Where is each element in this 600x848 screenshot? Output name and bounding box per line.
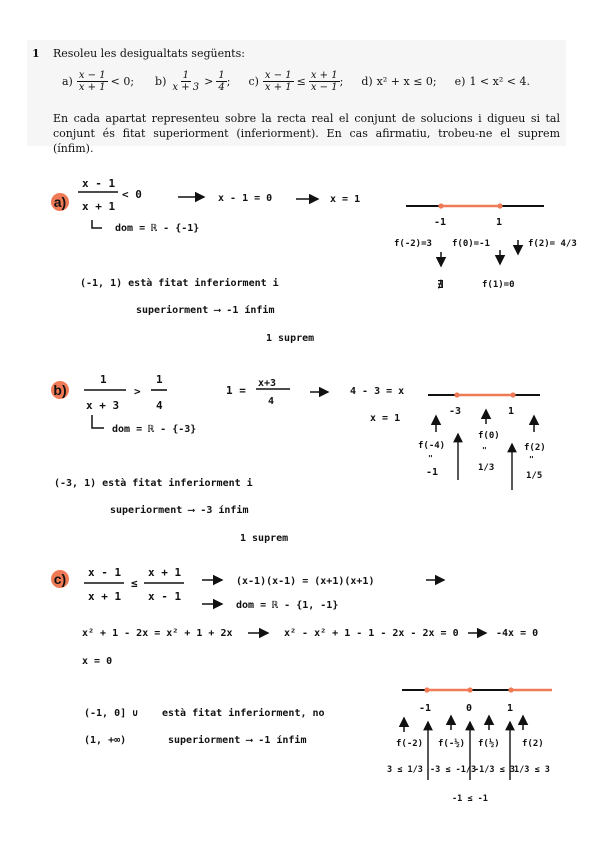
part-b-lhs-num: 1	[100, 373, 107, 386]
part-c-eval: f(½)	[478, 739, 500, 749]
part-c-point	[424, 687, 429, 692]
problem-number: 1	[32, 47, 40, 60]
part-c-result: x = 0	[82, 656, 113, 667]
svg-text:": "	[428, 454, 433, 463]
part-b-eval: f(2)	[524, 443, 546, 453]
part-c-eval: f(2)	[522, 739, 544, 749]
part-a-frac-num: x - 1	[82, 177, 116, 190]
part-c-line1b: està fitat inferiorment, no	[162, 708, 325, 719]
part-c-eval-value: -3 ≤ -1/3	[430, 765, 477, 775]
part-b-eq-lhs: 1 =	[226, 384, 246, 397]
part-c-below: -1 ≤ -1	[452, 794, 488, 804]
part-c-rel: ≤	[131, 577, 138, 590]
instructions: En cada apartat representeu sobre la recta real el conjunt de solucions i digueu si tal conjunt és fitat superiorment (inferiorment). En cas afirmatiu, trobeu-ne el suprem (ínfim).	[53, 112, 560, 155]
part-b-eq-num: x+3	[258, 378, 277, 389]
inequality-a: a) x − 1 x + 1 < 0;	[62, 70, 135, 93]
part-c-rhs-num: x + 1	[148, 566, 182, 579]
part-b-domain: dom = ℝ - {-3}	[112, 424, 197, 435]
part-c-expand2: x² - x² + 1 - 1 - 2x - 2x = 0	[284, 628, 459, 639]
part-c-eval-value: -1/3 ≤ 3	[474, 765, 515, 775]
part-a-line1: (-1, 1) està fitat inferiorment i	[80, 278, 279, 289]
part-a-domain: dom = ℝ - {-1}	[115, 223, 200, 234]
part-c-eval-value: 3 ≤ 1/3	[387, 765, 423, 775]
svg-text:": "	[482, 446, 487, 455]
part-c-expand1: x² + 1 - 2x = x² + 1 + 2x	[82, 628, 233, 639]
part-c-tick-label: 0	[466, 703, 473, 714]
part-b-line1: (-3, 1) està fitat inferiorment i	[54, 478, 253, 489]
part-b-rhs-den: 4	[156, 399, 163, 412]
svg-text:": "	[529, 455, 534, 464]
part-b-tick-label: 1	[508, 406, 515, 417]
part-b-rel: >	[134, 385, 141, 398]
part-c-lhs-den: x + 1	[88, 590, 122, 603]
part-a-eval: f(-2)=3	[394, 239, 432, 249]
part-b-rhs-num: 1	[156, 373, 163, 386]
part-a-frac-den: x + 1	[82, 200, 116, 213]
part-b-point	[454, 392, 459, 397]
part-c-eval: f(-2)	[396, 739, 424, 749]
part-a-step1: x - 1 = 0	[218, 193, 273, 204]
part-c-tick-label: -1	[419, 703, 432, 714]
part-a-point	[438, 203, 443, 208]
part-a-eval: f(0)=-1	[452, 239, 490, 249]
inequality-d: d) x² + x ≤ 0;	[361, 75, 437, 88]
part-c-line2b: superiorment ⟶ -1 ínfim	[168, 735, 307, 746]
hook-arrow-icon	[92, 415, 104, 428]
part-a-point	[497, 203, 502, 208]
part-c-line2a: (1, +∞)	[84, 735, 127, 746]
part-b-point	[510, 392, 515, 397]
part-c-badge: c)	[51, 570, 69, 588]
part-a-not-exists: ∄	[437, 278, 444, 291]
part-b-eval: f(0)	[478, 431, 500, 441]
part-c-point	[508, 687, 513, 692]
part-b-eval-value: 1/3	[478, 463, 495, 473]
part-a-eval: f(2)= 4/3	[528, 239, 577, 249]
problem-intro: Resoleu les desigualtats següents:	[53, 47, 245, 60]
inequality-e: e) 1 < x² < 4.	[454, 75, 530, 88]
part-c	[82, 566, 552, 804]
part-b-badge: b)	[51, 381, 69, 399]
part-b-eq-den: 4	[268, 396, 275, 407]
part-a-tick-label: 1	[496, 217, 503, 228]
part-a-step2: x = 1	[330, 194, 361, 205]
part-c-domain: dom = ℝ - {1, -1}	[236, 600, 339, 611]
part-c-expand3: -4x = 0	[496, 628, 539, 639]
inequality-c: c) $\frac{x - 1}{x + 1}$ ≤ $\frac{x + 1}{x - 1}$ ;	[248, 70, 344, 93]
part-c-eval-value: 1/3 ≤ 3	[514, 765, 550, 775]
part-c-rhs-den: x - 1	[148, 590, 182, 603]
part-b-lhs-den: x + 3	[86, 399, 120, 412]
part-a-line2: superiorment ⟶ -1 ínfim	[136, 305, 275, 316]
part-c-line1a: (-1, 0] ∪	[84, 708, 139, 719]
part-b-line3: 1 suprem	[240, 533, 289, 544]
part-b	[54, 373, 546, 544]
hook-arrow-icon	[92, 220, 102, 228]
part-b-eval-value: 1/5	[526, 471, 543, 481]
part-a-badge: a)	[51, 193, 69, 211]
part-c-eval: f(-½)	[438, 739, 466, 749]
inequality-b: b) 1 x + 3 > 1 4 ;	[155, 70, 231, 93]
part-c-point	[467, 687, 472, 692]
part-c-lhs-num: x - 1	[88, 566, 122, 579]
part-a-line3: 1 suprem	[266, 333, 315, 344]
part-b-eval-value: -1	[426, 467, 439, 478]
part-b-step1: 4 - 3 = x	[350, 386, 405, 397]
part-b-tick-label: -3	[449, 406, 462, 417]
part-b-eval: f(-4)	[418, 441, 446, 451]
part-a-rel: < 0	[122, 188, 142, 201]
part-a	[78, 177, 577, 344]
part-b-step2: x = 1	[370, 413, 401, 424]
part-c-step1: (x-1)(x-1) = (x+1)(x+1)	[236, 576, 375, 587]
part-c-tick-label: 1	[507, 703, 514, 714]
part-b-line2: superiorment ⟶ -3 ínfim	[110, 505, 249, 516]
part-a-tick-label: -1	[434, 217, 447, 228]
part-a-eval: f(1)=0	[482, 280, 515, 290]
